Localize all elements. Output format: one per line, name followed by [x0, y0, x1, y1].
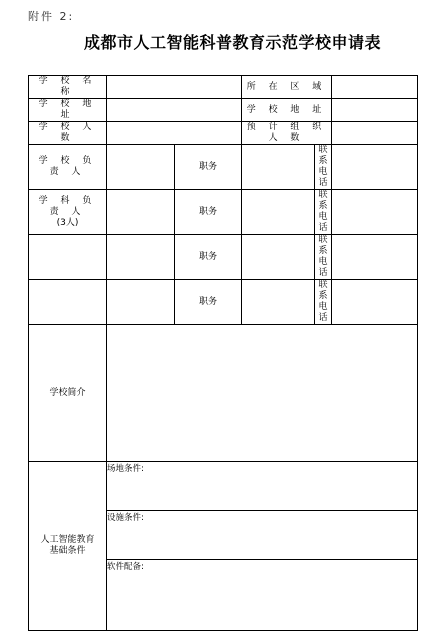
label-position-1: 职务: [175, 145, 242, 190]
input-position-2[interactable]: [242, 190, 315, 235]
input-facility[interactable]: [107, 511, 418, 560]
input-subject-name-1[interactable]: [107, 190, 175, 235]
input-school-intro[interactable]: [107, 325, 418, 462]
label-contact-2: [315, 190, 332, 235]
input-subject-name-3[interactable]: [107, 280, 175, 325]
row-school-address: [29, 99, 418, 122]
label-expected-org: 预 计 组 织 人 数: [242, 122, 332, 145]
row-school-name: [29, 76, 418, 99]
label-region: 所 在 区 域: [242, 76, 332, 99]
facility-label: 设施条件:: [107, 513, 144, 523]
contact-line-1: 联 系: [318, 145, 328, 166]
row-subject-principal: [29, 190, 418, 235]
input-school-name[interactable]: [107, 76, 242, 99]
input-expected-org[interactable]: [332, 122, 418, 145]
label-school-address: 学 校 地 址: [29, 99, 107, 122]
contact-line-2: 电 话: [318, 167, 328, 188]
input-school-address[interactable]: [107, 99, 242, 122]
ai-basis-line-1: 人工智能教育: [40, 535, 95, 545]
row-ai-venue: [29, 462, 418, 511]
input-phone-2[interactable]: [332, 190, 418, 235]
contact-line-2: 电 话: [318, 257, 328, 278]
row-intro: [29, 325, 418, 462]
row-subject-extra-2: [29, 280, 418, 325]
input-region[interactable]: [332, 76, 418, 99]
contact-line-1: 联 系: [318, 280, 328, 301]
input-position-3[interactable]: [242, 235, 315, 280]
input-venue[interactable]: [107, 462, 418, 511]
application-form-table: [28, 75, 418, 631]
contact-line-2: 电 话: [318, 302, 328, 323]
input-position-1[interactable]: [242, 145, 315, 190]
input-phone-3[interactable]: [332, 235, 418, 280]
label-contact-4: [315, 280, 332, 325]
software-label: 软件配备:: [107, 562, 144, 572]
label-school-principal: 学 校 负 责 人: [29, 145, 107, 190]
label-ai-basis: [29, 462, 107, 631]
label-position-2: 职务: [175, 190, 242, 235]
label-school-intro: 学校简介: [29, 325, 107, 462]
input-phone-4[interactable]: [332, 280, 418, 325]
label-school-population: 学 校 人 数: [29, 122, 107, 145]
input-software[interactable]: [107, 560, 418, 631]
annex-label: 附件 2:: [28, 10, 75, 23]
subject-principal-text: 学 科 负 责 人: [38, 195, 97, 217]
contact-line-2: 电 话: [318, 212, 328, 233]
input-principal-name[interactable]: [107, 145, 175, 190]
input-subject-name-2[interactable]: [107, 235, 175, 280]
input-subject-label-2[interactable]: [29, 235, 107, 280]
label-subject-principal: [29, 190, 107, 235]
label-address2: 学 校 地 址: [242, 99, 332, 122]
row-subject-extra-1: [29, 235, 418, 280]
row-school-principal: [29, 145, 418, 190]
input-address2[interactable]: [332, 99, 418, 122]
ai-basis-line-2: 基础条件: [49, 546, 86, 556]
input-subject-label-3[interactable]: [29, 280, 107, 325]
contact-line-1: 联 系: [318, 190, 328, 211]
label-contact-3: [315, 235, 332, 280]
contact-line-1: 联 系: [318, 235, 328, 256]
input-phone-1[interactable]: [332, 145, 418, 190]
input-school-population[interactable]: [107, 122, 242, 145]
three-people-text: (3人): [56, 217, 79, 228]
label-position-4: 职务: [175, 280, 242, 325]
venue-label: 场地条件:: [107, 464, 144, 474]
form-title: 成都市人工智能科普教育示范学校申请表: [83, 33, 381, 52]
label-school-name: 学 校 名 称: [29, 76, 107, 99]
row-population: [29, 122, 418, 145]
input-position-4[interactable]: [242, 280, 315, 325]
label-position-3: 职务: [175, 235, 242, 280]
label-contact-1: [315, 145, 332, 190]
